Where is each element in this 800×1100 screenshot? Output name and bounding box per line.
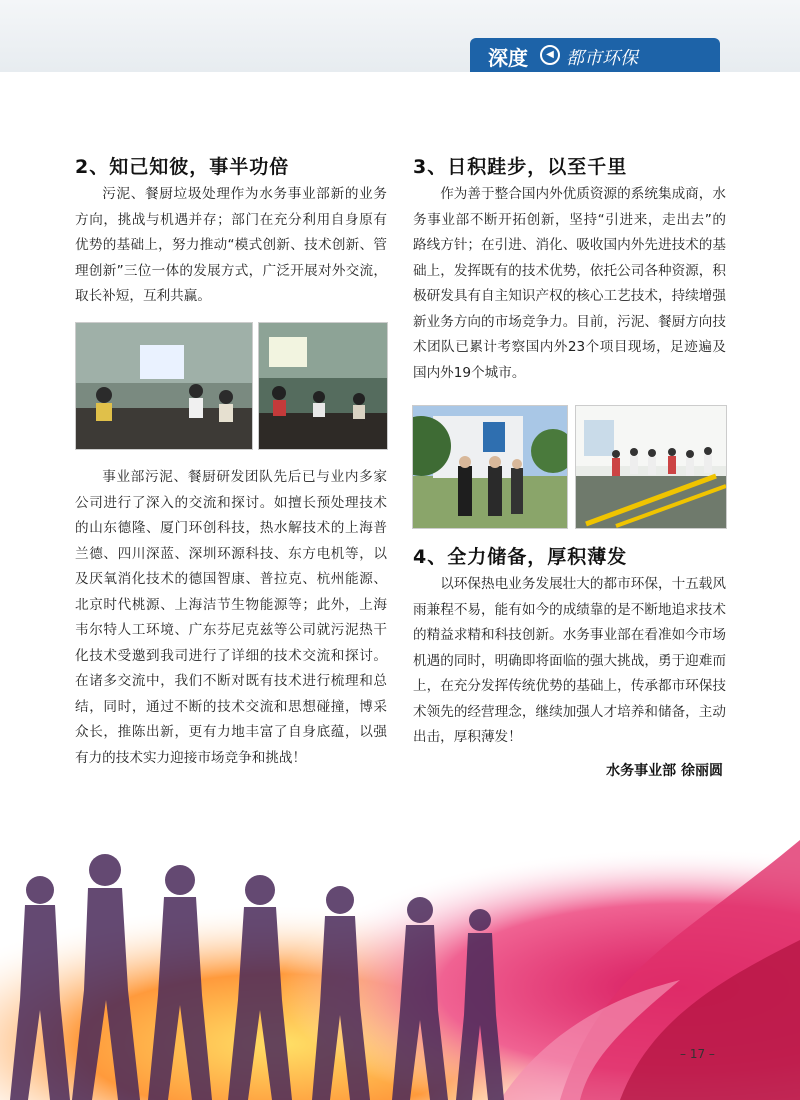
section4-block [413, 542, 726, 751]
meeting-photo-1 [75, 322, 253, 450]
section3-para: 作为善于整合国内外优质资源的系统集成商，水务事业部不断开拓创新，坚持“引进来，走出去”的路线方针；在引进、消化、吸收国内外先进技术的基础上，发挥既有的技术优势，依托公司各种资源，积极研发具有自主知识产权的核心工艺技术，持续增强新业务方向的市场竞争力。目前，污泥、餐厨方向技术团队已累计考察国内外23个项目现场，足迹遍及国内外19个城市。 [413, 186, 726, 381]
chevron-left-icon: ◀ [540, 45, 560, 65]
column-label: 都市环保 [566, 48, 638, 69]
section2-block [75, 152, 387, 310]
section2-block-2 [75, 465, 387, 771]
section2-para2: 事业部污泥、餐厨研发团队先后已与业内多家公司进行了深入的交流和探讨。如擅长预处理技术的山东德隆、厦门环创科技，热水解技术的上海普兰德、四川深蓝、深圳环源科技、东方电机等，以及厌氧消化技术的德国智康、普拉克、杭州能源、北京时代桃源、上海洁节生物能源等；此外，上海韦尔特人工环境、广东芬尼克兹等公司就污泥热干化技术受邀到我司进行了详细的技术交流和探讨。在诸多交流中，我们不断对既有技术进行梳理和总结，同时，通过不断的技术交流和思想碰撞，博采众长，推陈出新，更有力地丰富了自身底蕴，以强有力的技术实力迎接市场竞争和挑战！ [75, 469, 387, 766]
section3-title: 3、日积跬步，以至千里 [413, 156, 628, 178]
site-visit-photo-2 [575, 405, 727, 529]
section3-block [413, 152, 726, 386]
section2-title: 2、知己知彼，事半功倍 [75, 156, 290, 178]
author-signature: 水务事业部 徐丽圆 [606, 763, 723, 779]
section4-title: 4、全力储备，厚积薄发 [413, 546, 628, 568]
section-label: 深度 [488, 46, 528, 70]
section4-para: 以环保热电业务发展壮大的都市环保，十五载风雨兼程不易，能有如今的成绩靠的是不断地追求技术的精益求精和科技创新。水务事业部在看准如今市场机遇的同时，明确即将面临的强大挑战，勇于迎难而上，在充分发挥传统优势的基础上，传承都市环保技术领先的经营理念，继续加强人才培养和储备，主动出击，厚积薄发！ [413, 576, 726, 745]
site-visit-photo-1 [412, 405, 568, 529]
meeting-photo-2 [258, 322, 388, 450]
page-number: – 17 – [680, 1047, 715, 1061]
section2-para1: 污泥、餐厨垃圾处理作为水务事业部新的业务方向，挑战与机遇并存；部门在充分利用自身原有优势的基础上，努力推动“模式创新、技术创新、管理创新”三位一体的发展方式，广泛开展对外交流，取长补短，互利共赢。 [75, 186, 387, 304]
